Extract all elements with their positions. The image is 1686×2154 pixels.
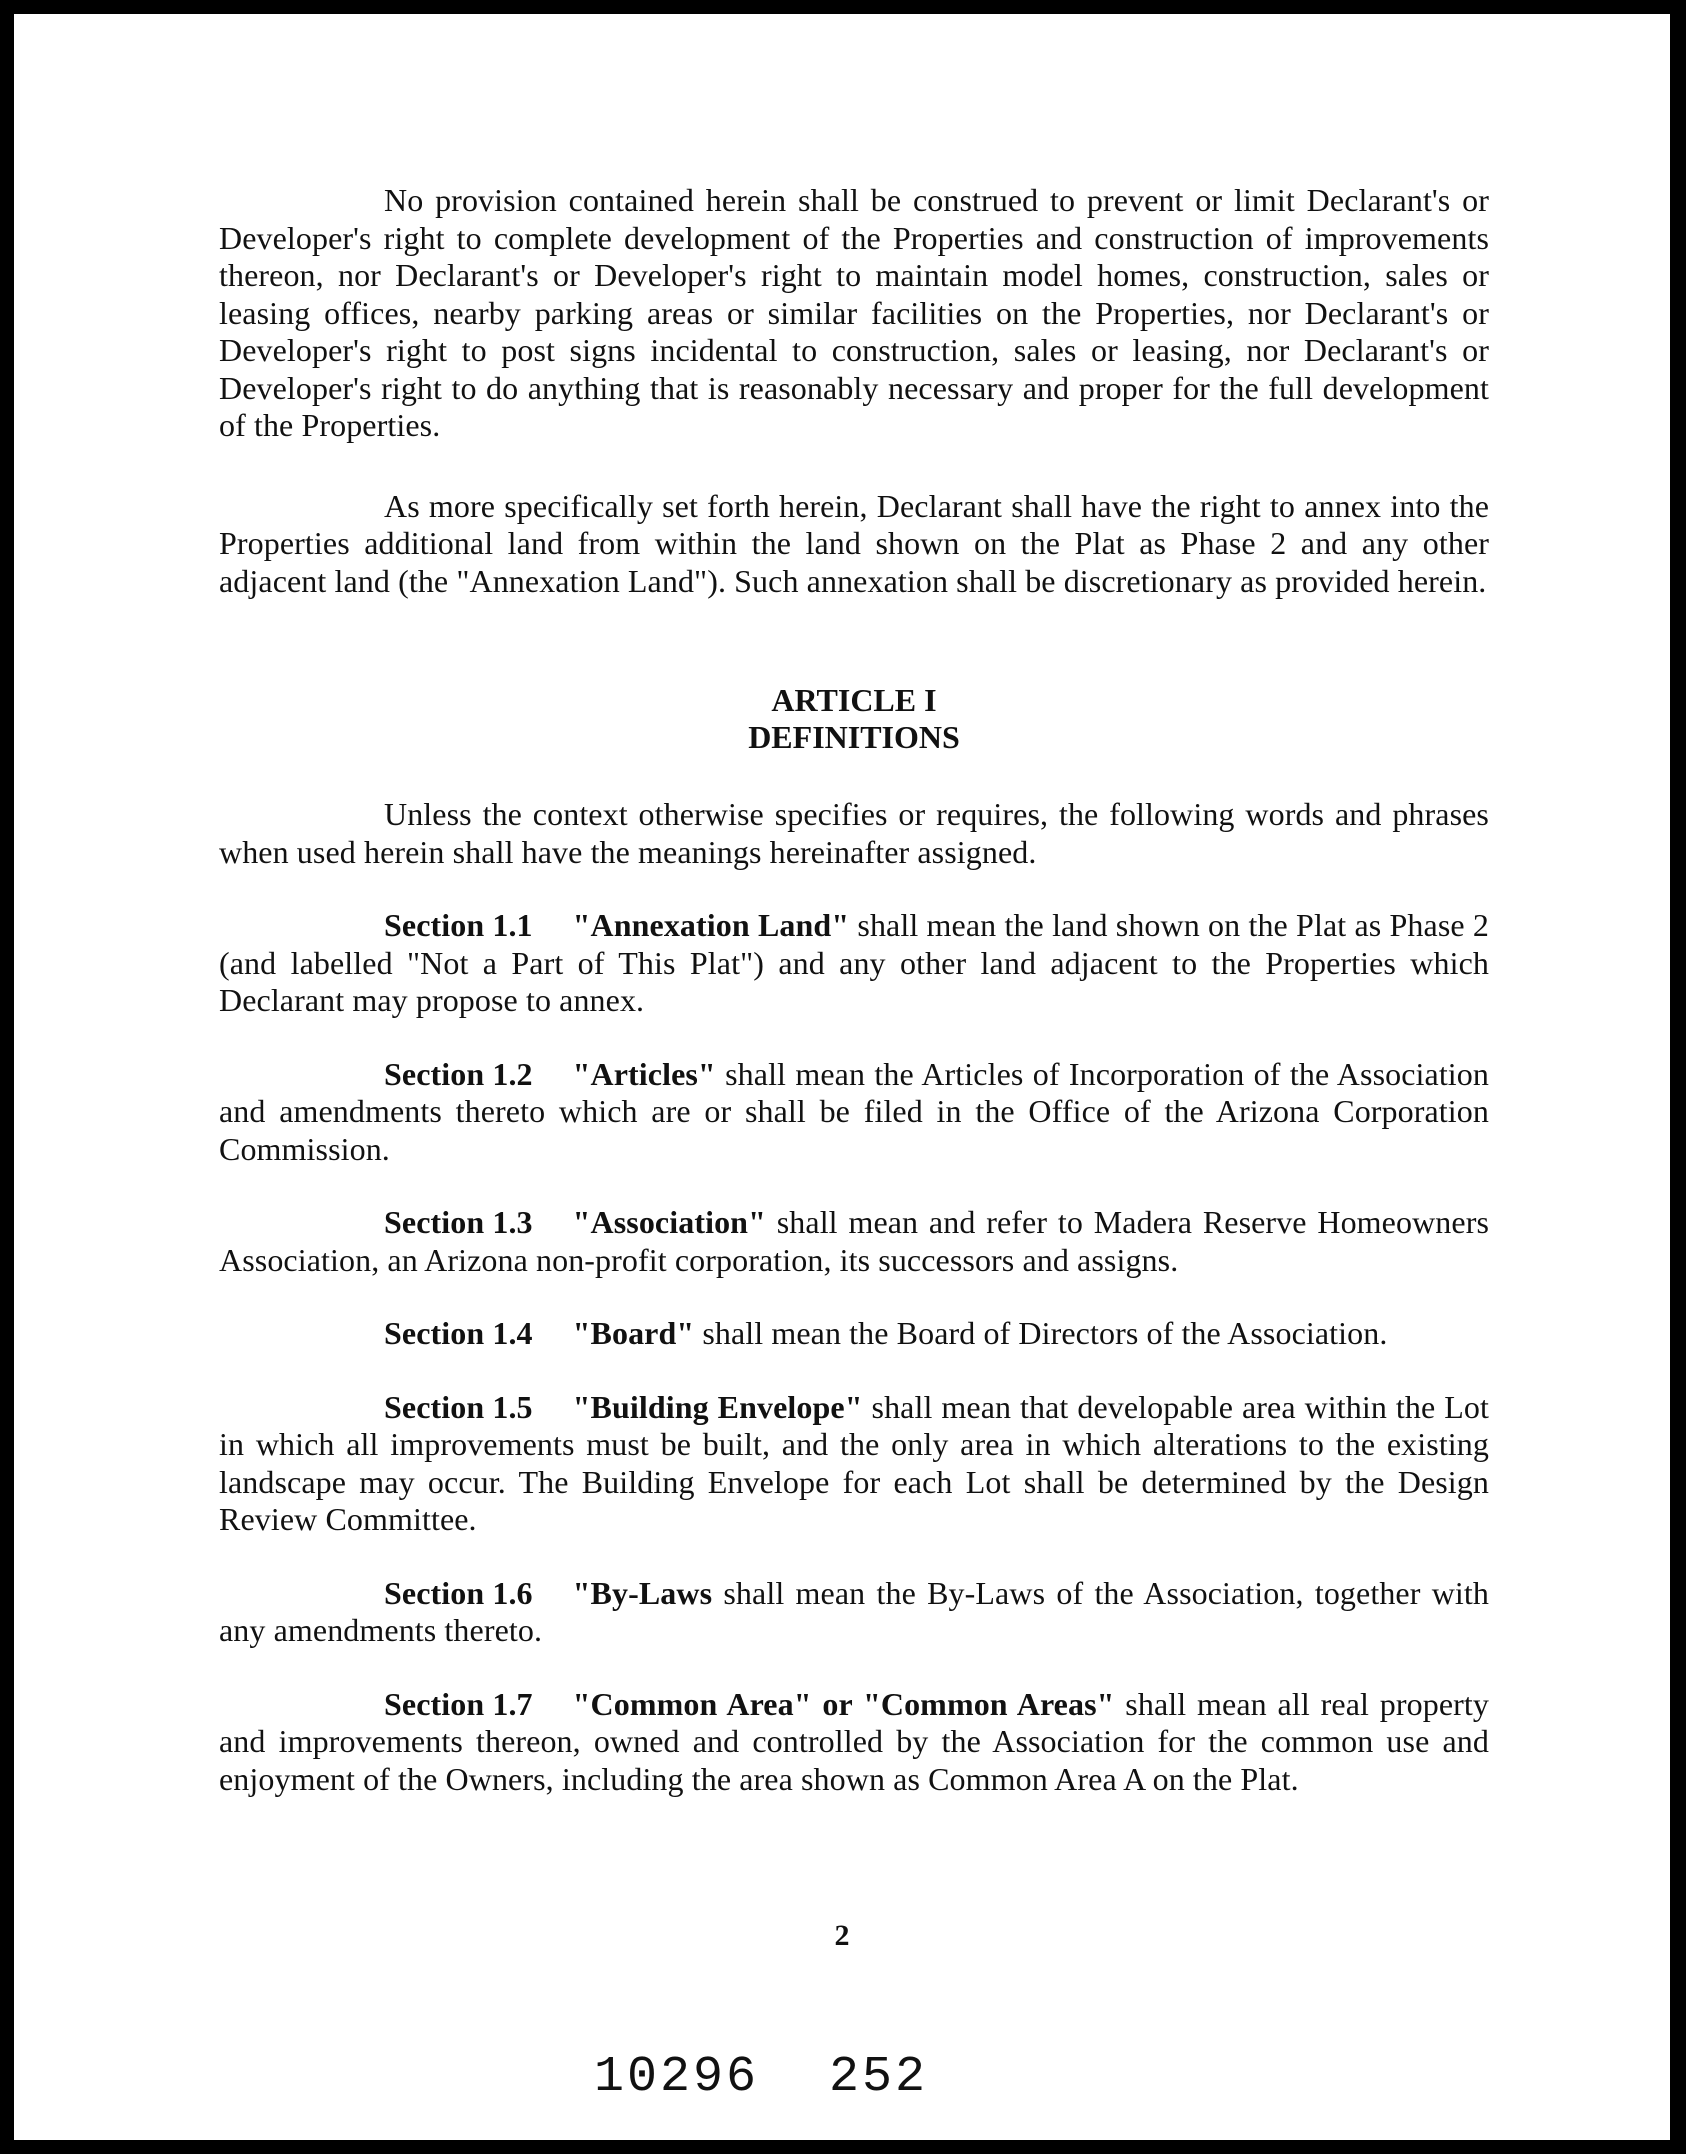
- section-text: shall mean all real property and improvements thereon, owned and controlled by the Association for the common use and enjoyment of the Owners, including the area shown as Common Area A on the Plat.: [219, 1685, 1489, 1797]
- article-title: DEFINITIONS: [748, 719, 960, 755]
- section-text: shall mean the land shown on the Plat as Phase 2 (and labelled "Not a Part of This Plat") and any other land adjacent to the Properties which Declarant may propose to annex.: [219, 907, 1489, 1018]
- defined-term: "Common Area" or "Common Areas": [572, 1685, 1115, 1722]
- defined-term: "Board": [572, 1315, 695, 1351]
- section-text: shall mean the Board of Directors of the Association.: [694, 1315, 1388, 1351]
- article-number: ARTICLE I: [771, 682, 937, 718]
- page-number: 2: [834, 1919, 850, 1952]
- intro-paragraph-2: As more specifically set forth herein, Declarant shall have the right to annex into the Properties additional land from within the land shown on the Plat as Phase 2 and any other adjacent land (the "Annexation Land"). Such annexation shall be discretionary as provided herein.: [219, 487, 1489, 599]
- section-1-4: [219, 1315, 1489, 1353]
- defined-term: "Annexation Land": [572, 907, 850, 943]
- section-1-3: [219, 1204, 1489, 1279]
- section-number: Section 1.1: [384, 907, 533, 943]
- defined-term: "Association": [572, 1204, 766, 1240]
- defined-term: "Articles": [572, 1055, 716, 1092]
- section-text: shall mean and refer to Madera Reserve Homeowners Association, an Arizona non-profit corporation, its successors and assigns.: [219, 1204, 1489, 1278]
- section-1-6: [219, 1575, 1489, 1650]
- recording-number: [594, 2049, 928, 2106]
- document-body: [219, 182, 1489, 1798]
- defined-term: "Building Envelope": [572, 1388, 863, 1425]
- recording-number-left: 10296: [594, 2049, 760, 2106]
- section-1-2: [219, 1056, 1489, 1169]
- section-number: Section 1.2: [384, 1055, 533, 1092]
- section-number: Section 1.6: [384, 1574, 533, 1611]
- section-number: Section 1.3: [384, 1204, 533, 1240]
- article-heading: [219, 682, 1489, 756]
- article-intro: Unless the context otherwise specifies or requires, the following words and phrases when used herein shall have the meanings hereinafter assigned.: [219, 796, 1489, 870]
- section-text: shall mean the Articles of Incorporation of the Association and amendments thereto which are or shall be filed in the Office of the Arizona Corporation Commission.: [219, 1055, 1489, 1167]
- section-1-1: [219, 907, 1489, 1020]
- section-text: shall mean that developable area within the Lot in which all improvements must be built, and the only area in which alterations to the existing landscape may occur. The Building Envelope for each Lot shall be determined by the Design Review Committee.: [219, 1388, 1489, 1537]
- section-text: shall mean the By-Laws of the Association, together with any amendments thereto.: [219, 1574, 1489, 1648]
- recording-number-right: 252: [829, 2049, 929, 2106]
- section-number: Section 1.7: [384, 1685, 533, 1722]
- section-number: Section 1.4: [384, 1315, 533, 1351]
- intro-paragraph-1: No provision contained herein shall be construed to prevent or limit Declarant's or Developer's right to complete development of the Properties and construction of improvements thereon, nor Declarant's or Developer's right to maintain model homes, construction, sales or leasing offices, nearby parking areas or similar facilities on the Properties, nor Declarant's or Developer's right to post signs incidental to construction, sales or leasing, nor Declarant's or Developer's right to do anything that is reasonably necessary and proper for the full development of the Properties.: [219, 182, 1489, 443]
- defined-term: "By-Laws: [572, 1574, 713, 1611]
- section-1-7: [219, 1686, 1489, 1799]
- section-number: Section 1.5: [384, 1388, 533, 1425]
- document-page: [14, 14, 1670, 2140]
- section-1-5: [219, 1389, 1489, 1539]
